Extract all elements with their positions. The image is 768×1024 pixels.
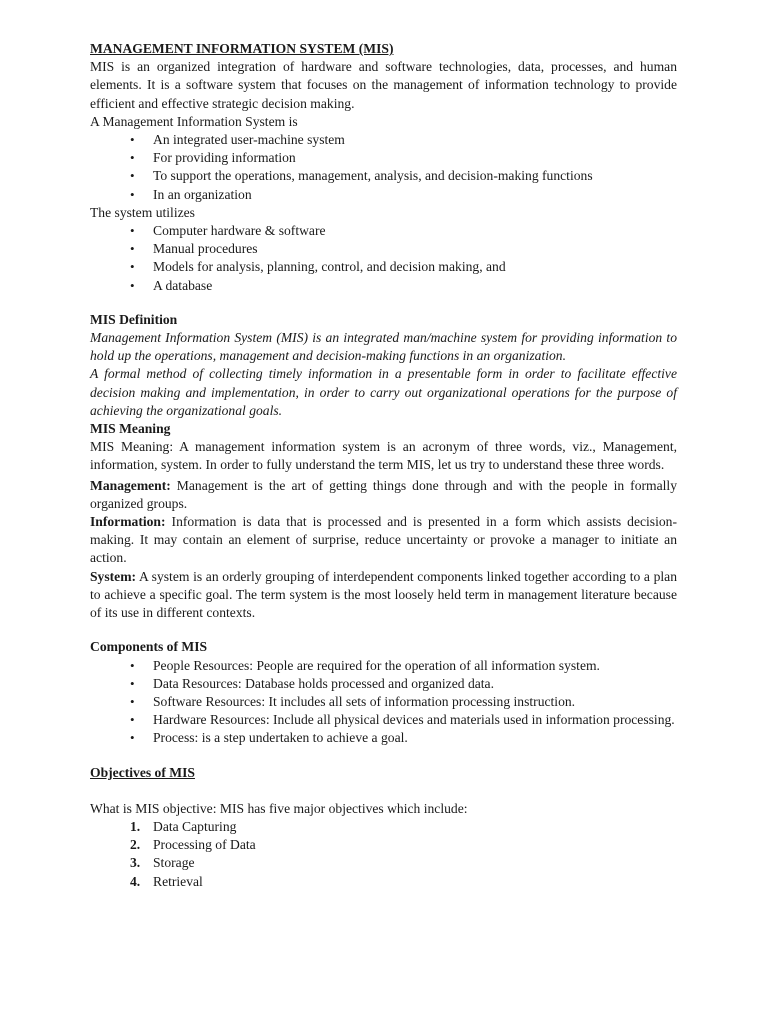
utilizes-list (90, 222, 677, 295)
list-item: • For providing information (90, 149, 677, 167)
list-item: • Hardware Resources: Include all physical devices and materials used in information processing. (90, 711, 677, 729)
list-item: • Software Resources: It includes all sets of information processing instruction. (90, 693, 677, 711)
document-title: MANAGEMENT INFORMATION SYSTEM (MIS) (90, 41, 394, 56)
management-paragraph: Management: Management is the art of getting things done through and with the people in formally organized groups. (90, 477, 677, 511)
list-item: • To support the operations, management, analysis, and decision-making functions (90, 167, 677, 185)
components-heading: Components of MIS (90, 639, 208, 655)
bullet-icon: • (130, 150, 135, 166)
bullet-icon: • (130, 693, 135, 709)
is-intro: A Management Information System is (90, 113, 298, 129)
information-label: Information: (90, 514, 166, 530)
intro-paragraph: MIS is an organized integration of hardware and software technologies, data, processes, and human elements. It is a software system that focuses on the management of information technology to provide efficient and effective strategic decision making. (90, 59, 677, 111)
management-label: Management: (90, 477, 171, 493)
list-item: 4. Retrieval (90, 873, 677, 891)
list-item: • In an organization (90, 186, 677, 204)
bullet-icon: • (130, 223, 135, 239)
objectives-intro: What is MIS objective: MIS has five major objectives which include: (90, 800, 468, 816)
information-paragraph: Information: Information is data that is processed and is presented in a form which assists decision-making. It may contain an element of surprise, reduce uncertainty or provoke a manager to initiate an action. (90, 514, 677, 566)
bullet-icon: • (130, 730, 135, 746)
bullet-icon: • (130, 277, 135, 293)
list-number: 4. (130, 873, 141, 889)
list-item: • Manual procedures (90, 240, 677, 258)
bullet-icon: • (130, 241, 135, 257)
system-paragraph: System: A system is an orderly grouping of interdependent components linked together according to a plan to achieve a specific goal. The term system is the most loosely held term in management literature because of its use in different contexts. (90, 568, 677, 621)
components-list (90, 657, 677, 748)
list-item: 3. Storage (90, 854, 677, 872)
definition-paragraph-1: Management Information System (MIS) is an integrated man/machine system for providing information to hold up the operations, management and decision-making functions in an organization. (90, 330, 677, 364)
is-list (90, 131, 677, 204)
list-item: • Data Resources: Database holds processed and organized data. (90, 675, 677, 693)
bullet-icon: • (130, 186, 135, 202)
list-item: • An integrated user-machine system (90, 131, 677, 149)
objectives-list (90, 818, 677, 891)
bullet-icon: • (130, 132, 135, 148)
list-item: • A database (90, 277, 677, 295)
list-item: • Process: is a step undertaken to achieve a goal. (90, 729, 677, 747)
objectives-heading: Objectives of MIS (90, 764, 195, 780)
list-item: 2. Processing of Data (90, 836, 677, 854)
system-label: System: (90, 568, 137, 584)
list-item: • Models for analysis, planning, control, and decision making, and (90, 258, 677, 276)
definition-heading: MIS Definition (90, 311, 178, 327)
list-number: 3. (130, 855, 141, 871)
bullet-icon: • (130, 259, 135, 275)
bullet-icon: • (130, 712, 135, 728)
list-item: • Computer hardware & software (90, 222, 677, 240)
list-item: • People Resources: People are required for the operation of all information system. (90, 657, 677, 675)
meaning-paragraph: MIS Meaning: A management information system is an acronym of three words, viz., Management, information, system. In order to fully understand the term MIS, let us try to understand these three words. (90, 439, 677, 473)
definition-paragraph-2: A formal method of collecting timely information in a presentable form in order to facilitate effective decision making and implementation, in order to carry out organizational operations for the purpose of achieving the organizational goals. (90, 366, 677, 418)
list-number: 1. (130, 818, 141, 834)
list-number: 2. (130, 837, 141, 853)
bullet-icon: • (130, 168, 135, 184)
bullet-icon: • (130, 657, 135, 673)
document-page (90, 40, 677, 891)
meaning-heading: MIS Meaning (90, 421, 171, 437)
list-item: 1. Data Capturing (90, 818, 677, 836)
bullet-icon: • (130, 675, 135, 691)
utilizes-intro: The system utilizes (90, 204, 195, 220)
